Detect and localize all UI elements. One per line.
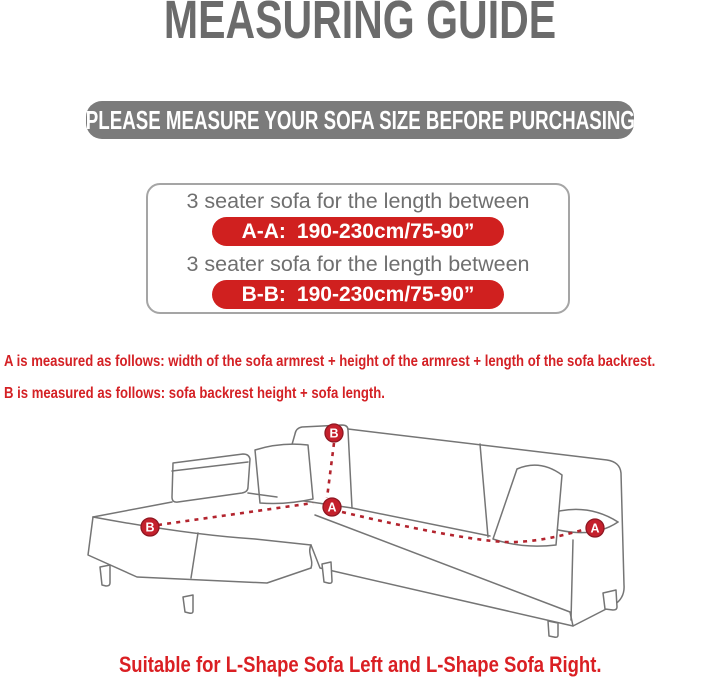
note-b: B is measured as follows: sofa backrest height + sofa length. (4, 385, 385, 402)
marker-a-middle (323, 498, 341, 516)
note-a: A is measured as follows: width of the sofa armrest + height of the armrest + length of the sofa backrest. (4, 353, 656, 370)
range-label-b: B-B: (241, 282, 286, 306)
marker-a-right (586, 519, 604, 537)
page-title-text: MEASURING GUIDE (163, 0, 557, 50)
size-description-a: 3 seater sofa for the length between (186, 189, 530, 213)
page-title (0, 0, 720, 48)
banner-text: PLEASE MEASURE YOUR SOFA SIZE BEFORE PURCHASING (85, 104, 635, 135)
measurement-notes (4, 352, 718, 416)
marker-b-top (325, 424, 343, 442)
sofa-leg (548, 621, 558, 637)
sofa-leg (183, 595, 193, 613)
sofa-leg (100, 565, 110, 586)
range-label-a: A-A: (241, 219, 286, 243)
measure-warning-banner (86, 101, 634, 139)
size-description-b: 3 seater sofa for the length between (186, 252, 530, 276)
range-value-a: 190-230cm/75-90” (296, 219, 475, 243)
marker-b-left (141, 518, 159, 536)
sofa-illustration (50, 415, 670, 655)
marker-letter: B (329, 426, 339, 441)
sofa-leg (322, 562, 332, 583)
size-info-box (146, 183, 570, 314)
sofa-leg (603, 590, 617, 610)
size-range-pill-a (212, 217, 504, 246)
size-range-pill-b (212, 280, 504, 309)
range-value-b: 190-230cm/75-90” (296, 282, 475, 306)
marker-letter: B (145, 520, 155, 535)
sofa-measurement-diagram (50, 415, 670, 655)
marker-letter: A (590, 521, 600, 536)
suitability-note: Suitable for L-Shape Sofa Left and L-Shape Sofa Right. (118, 652, 602, 677)
marker-letter: A (327, 500, 337, 515)
